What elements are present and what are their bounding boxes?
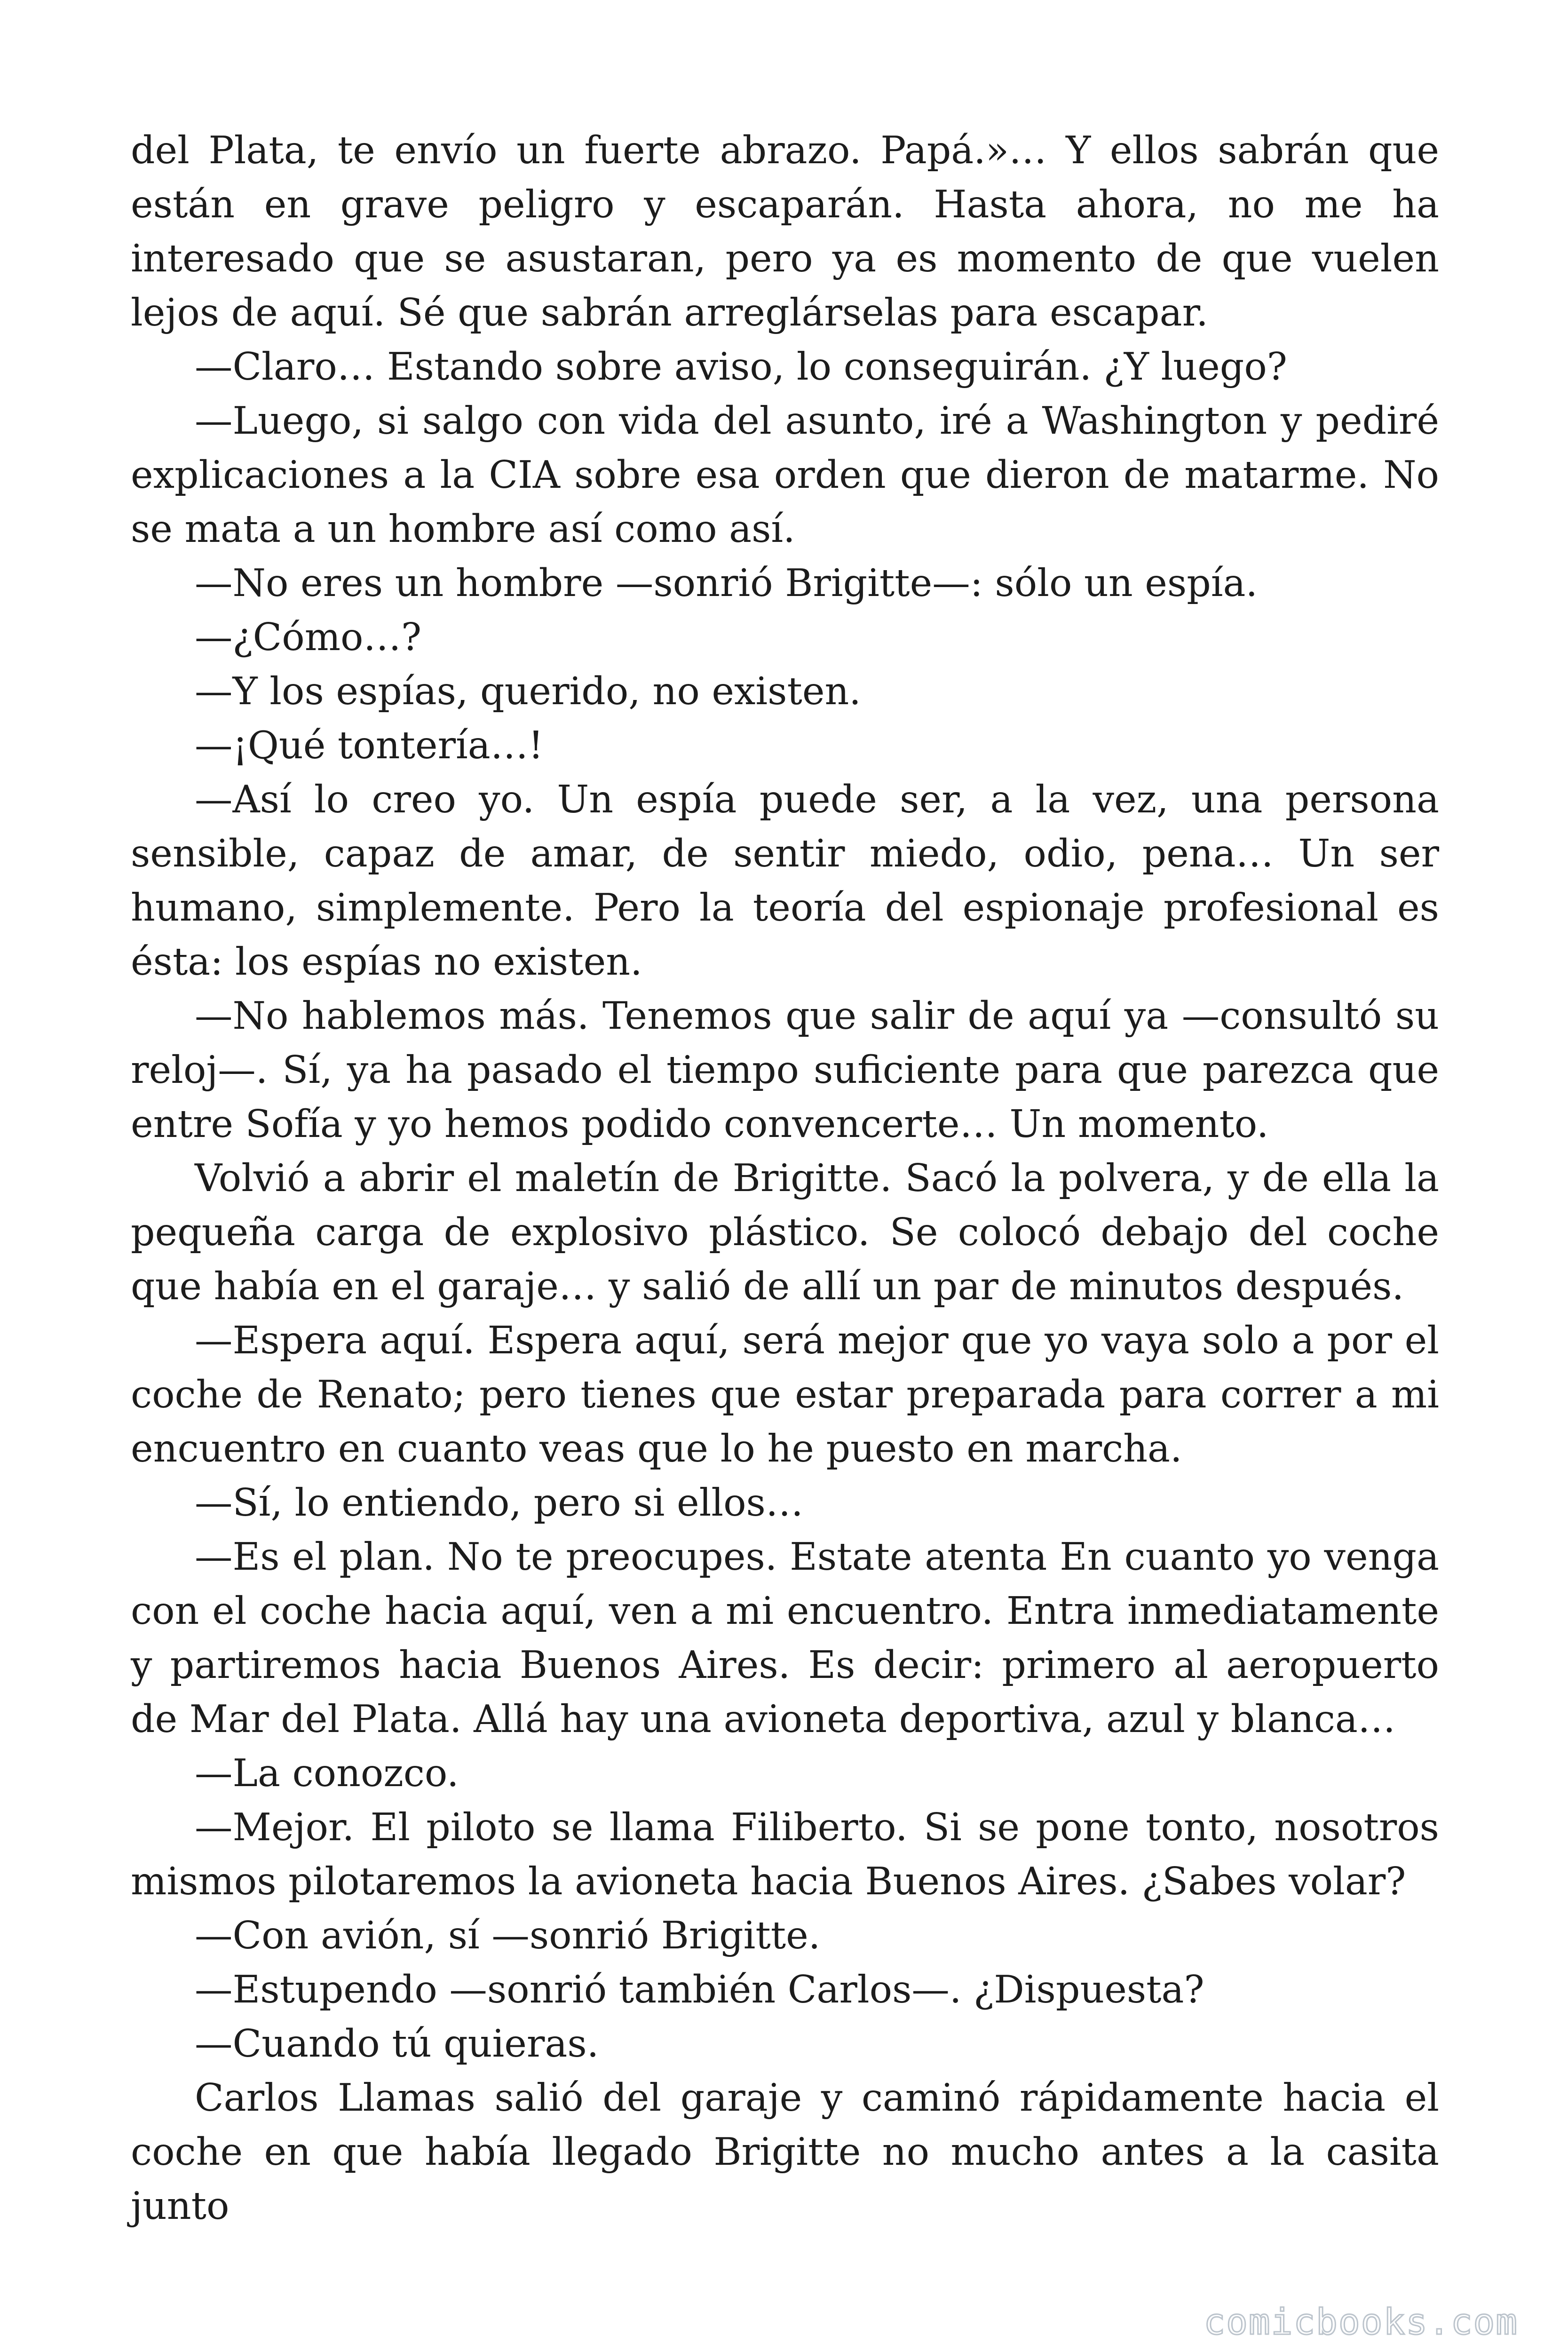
paragraph: —¡Qué tontería…! [195,723,544,767]
page-text [131,123,1439,2233]
paragraph: —Claro… Estando sobre aviso, lo conseguirán. ¿Y luego? [195,344,1287,389]
paragraph-continued: del Plata, te envío un fuerte abrazo. Papá.»… Y ellos sabrán que están en grave peligro y escaparán. Hasta ahora, no me ha interesado que se asustaran, pero ya es momento de que vuelen lejos de aquí. Sé que sabrán arreglárselas para escapar. [131,128,1439,334]
paragraph: —Así lo creo yo. Un espía puede ser, a la vez, una persona sensible, capaz de amar, de sentir miedo, odio, pena… Un ser humano, simplemente. Pero la teoría del espionaje profesional es ésta: los espías no existen. [131,777,1439,984]
paragraph: —No eres un hombre —sonrió Brigitte—: sólo un espía. [195,561,1258,605]
paragraph: —No hablemos más. Tenemos que salir de aquí ya —consultó su reloj—. Sí, ya ha pasado el tiempo suficiente para que parezca que entre Sofía y yo hemos podido convencerte… Un momento. [131,993,1439,1146]
paragraph: —Con avión, sí —sonrió Brigitte. [195,1913,821,1957]
paragraph: —Espera aquí. Espera aquí, será mejor que yo vaya solo a por el coche de Renato; pero tienes que estar preparada para correr a mi encuentro en cuanto veas que lo he puesto en marcha. [131,1318,1439,1470]
paragraph: Volvió a abrir el maletín de Brigitte. Sacó la polvera, y de ella la pequeña carga de explosivo plástico. Se colocó debajo del coche que había en el garaje… y salió de allí un par de minutos después. [131,1156,1439,1308]
paragraph: —Es el plan. No te preocupes. Estate atenta En cuanto yo venga con el coche hacia aquí, ven a mi encuentro. Entra inmediatamente y partiremos hacia Buenos Aires. Es decir: primero al aeropuerto de Mar del Plata. Allá hay una avioneta deportiva, azul y blanca… [131,1534,1439,1741]
paragraph: —Cuando tú quieras. [195,2021,599,2066]
paragraph: —Mejor. El piloto se llama Filiberto. Si se pone tonto, nosotros mismos pilotaremos la avioneta hacia Buenos Aires. ¿Sabes volar? [131,1805,1439,1903]
paragraph: —¿Cómo…? [195,615,422,659]
paragraph-continues: Carlos Llamas salió del garaje y caminó rápidamente hacia el coche en que había llegado Brigitte no mucho antes a la casita junto [131,2075,1439,2228]
paragraph: —Sí, lo entiendo, pero si ellos… [195,1480,804,1525]
watermark: comicbooks.com [1204,2301,1518,2343]
paragraph: —Luego, si salgo con vida del asunto, iré a Washington y pediré explicaciones a la CIA sobre esa orden que dieron de matarme. No se mata a un hombre así como así. [131,398,1439,551]
paragraph: —La conozco. [195,1751,459,1795]
paragraph: —Y los espías, querido, no existen. [195,669,861,713]
paragraph: —Estupendo —sonrió también Carlos—. ¿Dispuesta? [195,1967,1204,2011]
